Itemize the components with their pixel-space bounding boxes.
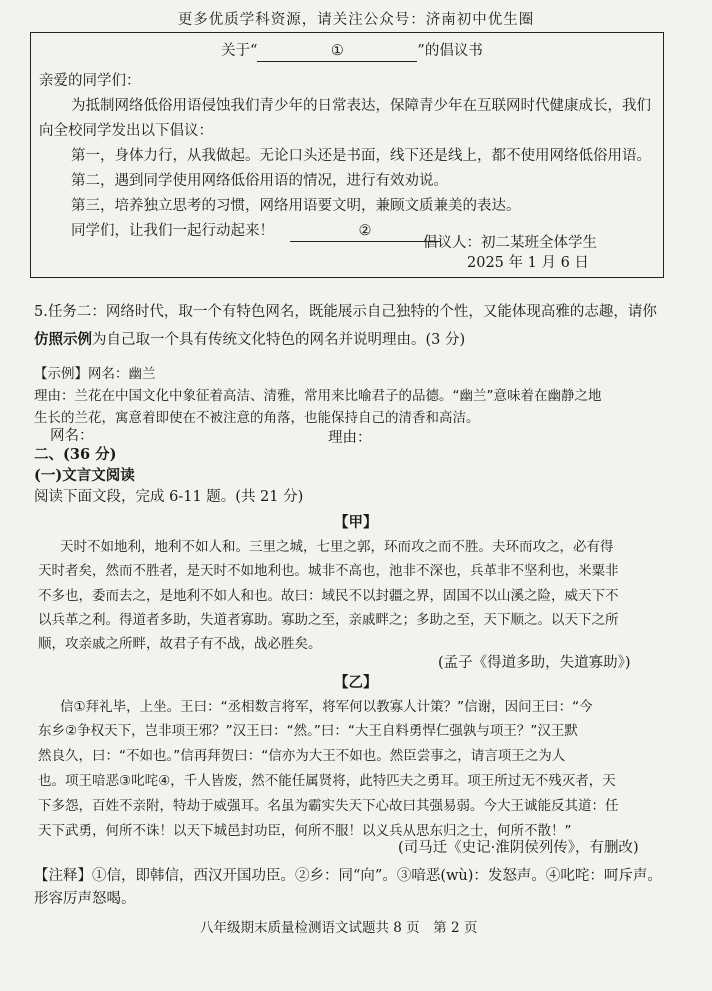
yi-line: 天下武勇，何所不诛！以天下城邑封功臣，何所不服！以义兵从思东归之士，何所不散！”: [38, 823, 572, 839]
greeting: 亲爱的同学们：: [39, 73, 141, 89]
call-text: 同学们，让我们一起行动起来！: [71, 223, 274, 239]
title-suffix: ”的倡议书: [417, 43, 483, 59]
yi-line: 也。项王喑恶③叱咤④，千人皆废，然不能任属贤将，此特匹夫之勇耳。项王所过无不残灭者，天: [38, 773, 616, 789]
classical-reading-heading: (一)文言文阅读: [34, 467, 135, 484]
jia-line: 不多也，委而去之，是地利不如人和也。故曰：域民不以封疆之界，固国不以山溪之险，威天下不: [38, 588, 619, 604]
item-3: 第三，培养独立思考的习惯，网络用语要文明，兼顾文质兼美的表达。: [71, 198, 521, 214]
intro-line-2: 向全校同学发出以下倡议：: [39, 123, 213, 139]
top-notice: 更多优质学科资源，请关注公众号：济南初中优生圈: [177, 12, 535, 28]
passage-yi-label: 【乙】: [334, 674, 378, 691]
item-2: 第二，遇到同学使用网络低俗用语的情况，进行有效劝说。: [71, 173, 448, 189]
notes-line-2: 形容厉声怒喝。: [34, 891, 136, 907]
jia-line: 天时不如地利，地利不如人和。三里之城，七里之郭，环而攻之而不胜。夫环而攻之，必有得: [60, 539, 614, 555]
section-2-heading: 二、(36 分): [34, 446, 117, 463]
signer: 倡议人：初二某班全体学生: [423, 235, 597, 251]
reason-line-1: 理由：兰花在中国文化中象征着高洁、清雅，常用来比喻君子的品德。“幽兰”意味着在幽静之地: [34, 388, 602, 404]
yi-line: 然良久，曰：“不如也。”信再拜贺曰：“信亦为大王不如也。然臣尝事之，请言项王之为人: [38, 748, 566, 764]
blank-1[interactable]: ①: [257, 41, 417, 62]
yi-line: 东乡②争权天下，岂非项王邪？”汉王曰：“然。”曰：“大王自料勇悍仁强孰与项王？”汉王默: [38, 723, 578, 739]
passage-jia-label: 【甲】: [334, 514, 378, 531]
yi-source: (司马迁《史记·淮阴侯列传》，有删改): [398, 840, 639, 856]
proposal-title: [221, 41, 483, 62]
yi-line: 下多怨，百姓不亲附，特劫于威强耳。名虽为霸实失天下心故曰其强易弱。今大王诚能反其道：任: [38, 798, 619, 814]
title-prefix: 关于“: [221, 43, 258, 59]
example-line: 【示例】网名：幽兰: [34, 366, 156, 382]
task5-line-2: [34, 330, 465, 350]
answer-reason-label: 理由：: [328, 430, 372, 446]
jia-line: 天时者矣，然而不胜者，是天时不如地利也。城非不高也，池非不深也，兵革非不坚利也，米粟非: [38, 563, 619, 579]
date: 2025 年 1 月 6 日: [467, 255, 589, 271]
call-to-action: [71, 221, 440, 242]
task5-emphasis: 仿照示例: [34, 331, 92, 348]
task5-rest: 为自己取一个具有传统文化特色的网名并说明理由。(3 分): [92, 332, 466, 348]
task5-line-1: 5.任务二：网络时代，取一个有特色网名，既能展示自己独特的个性，又能体现高雅的志趣，请你: [34, 304, 657, 320]
reason-line-2: 生长的兰花，寓意着即使在不被注意的角落，也能保持自己的清香和高洁。: [34, 410, 480, 426]
jia-source: (孟子《得道多助，失道寡助》): [438, 655, 631, 671]
answer-name-label: 网名：: [50, 428, 94, 444]
blank-2[interactable]: ②: [290, 221, 440, 242]
intro-line-1: 为抵制网络低俗用语侵蚀我们青少年的日常表达，保障青少年在互联网时代健康成长，我们: [71, 98, 651, 114]
jia-line: 顺，攻亲戚之所畔，故君子有不战，战必胜矣。: [38, 636, 322, 652]
item-1: 第一，身体力行，从我做起。无论口头还是书面，线下还是线上，都不使用网络低俗用语。: [71, 148, 651, 164]
page-footer: 八年级期末质量检测语文试题共 8 页 第 2 页: [200, 920, 478, 936]
notes-line-1: 【注释】①信，即韩信，西汉开国功臣。②乡：同“向”。③喑恶(wù)：发怒声。④叱咤：呵斥声。: [34, 868, 662, 884]
proposal-box: [30, 32, 664, 278]
yi-line: 信①拜礼毕，上坐。王曰：“丞相数言将军，将军何以教寡人计策？”信谢，因问王曰：“今: [60, 699, 593, 715]
jia-line: 以兵革之利。得道者多助，失道者寡助。寡助之至，亲戚畔之；多助之至，天下顺之。以天下之所: [38, 612, 619, 628]
reading-instruction: 阅读下面文段，完成 6-11 题。(共 21 分): [34, 489, 304, 505]
